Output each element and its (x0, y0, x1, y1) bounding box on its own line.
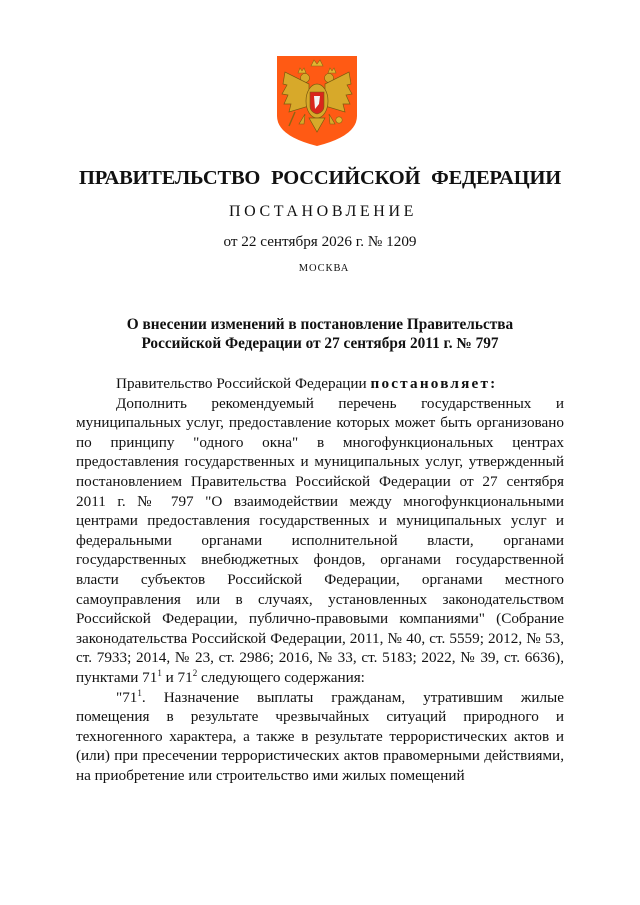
item-text: . Назначение выплаты гражданам, утратившим жилые помещения в результате чрезвычайных ситуаций природного и техногенного характера, а также в результате террористических актов и (или) при пресечении террористических актов правомерными действиями, на приобретение или строительство ими жилых помещений (76, 688, 564, 784)
paragraph-amendment-end: следующего содержания: (197, 668, 365, 686)
superscript-1: 1 (157, 667, 162, 678)
subject-line-2: Российской Федерации от 27 сентября 2011 г. № 797 (141, 335, 499, 352)
government-title: ПРАВИТЕЛЬСТВО РОССИЙСКОЙ ФЕДЕРАЦИИ (79, 167, 561, 189)
intro-text: Правительство Российской Федерации (116, 375, 371, 392)
paragraph-amendment-text: Дополнить рекомендуемый перечень государственных и муниципальных услуг, предоставление которых может быть организовано по принципу "одного окна" в многофункциональных центрах предоставления государственных и муниципальных услуг, утвержденный постановлением Правительства Российской Федерации от 27 сентября 2011 г. № 797 "О взаимодействии между многофункциональными центрами предоставления государственных и муниципальных услуг и федеральными органами исполнительной власти, органами государственных внебюджетных фондов, органами государственной власти субъектов Российской Федерации, органами местного самоуправления или в случаях, установленных законодательством Российской Федерации, публично-правовыми компаниями" (Собрание законодательства Российской Федерации, 2011, № 40, ст. 5559; 2012, № 53, ст. 7933; 2014, № 23, ст. 2986; 2016, № 33, ст. 5183; 2022, № 39, ст. 6636), пунктами 71 (76, 394, 564, 686)
decree-keyword: постановляет: (370, 375, 498, 392)
paragraph-amendment (76, 394, 564, 688)
item-superscript: 1 (137, 687, 142, 698)
coat-of-arms (275, 54, 359, 148)
document-body (76, 374, 564, 785)
subject-line-1: О внесении изменений в постановление Правительства (126, 316, 514, 333)
document-type: ПОСТАНОВЛЕНИЕ (229, 203, 417, 220)
superscript-2: 2 (192, 667, 198, 678)
paragraph-item-71-1 (76, 688, 564, 786)
decree-intro (76, 374, 564, 394)
document-city: МОСКВА (298, 263, 350, 274)
document-subject (80, 315, 560, 353)
item-number: "71 (116, 688, 138, 706)
paragraph-amendment-and: и 71 (161, 668, 193, 686)
russian-coat-of-arms-icon (275, 54, 359, 148)
document-date-number: от 22 сентября 2026 г. № 1209 (223, 233, 417, 250)
